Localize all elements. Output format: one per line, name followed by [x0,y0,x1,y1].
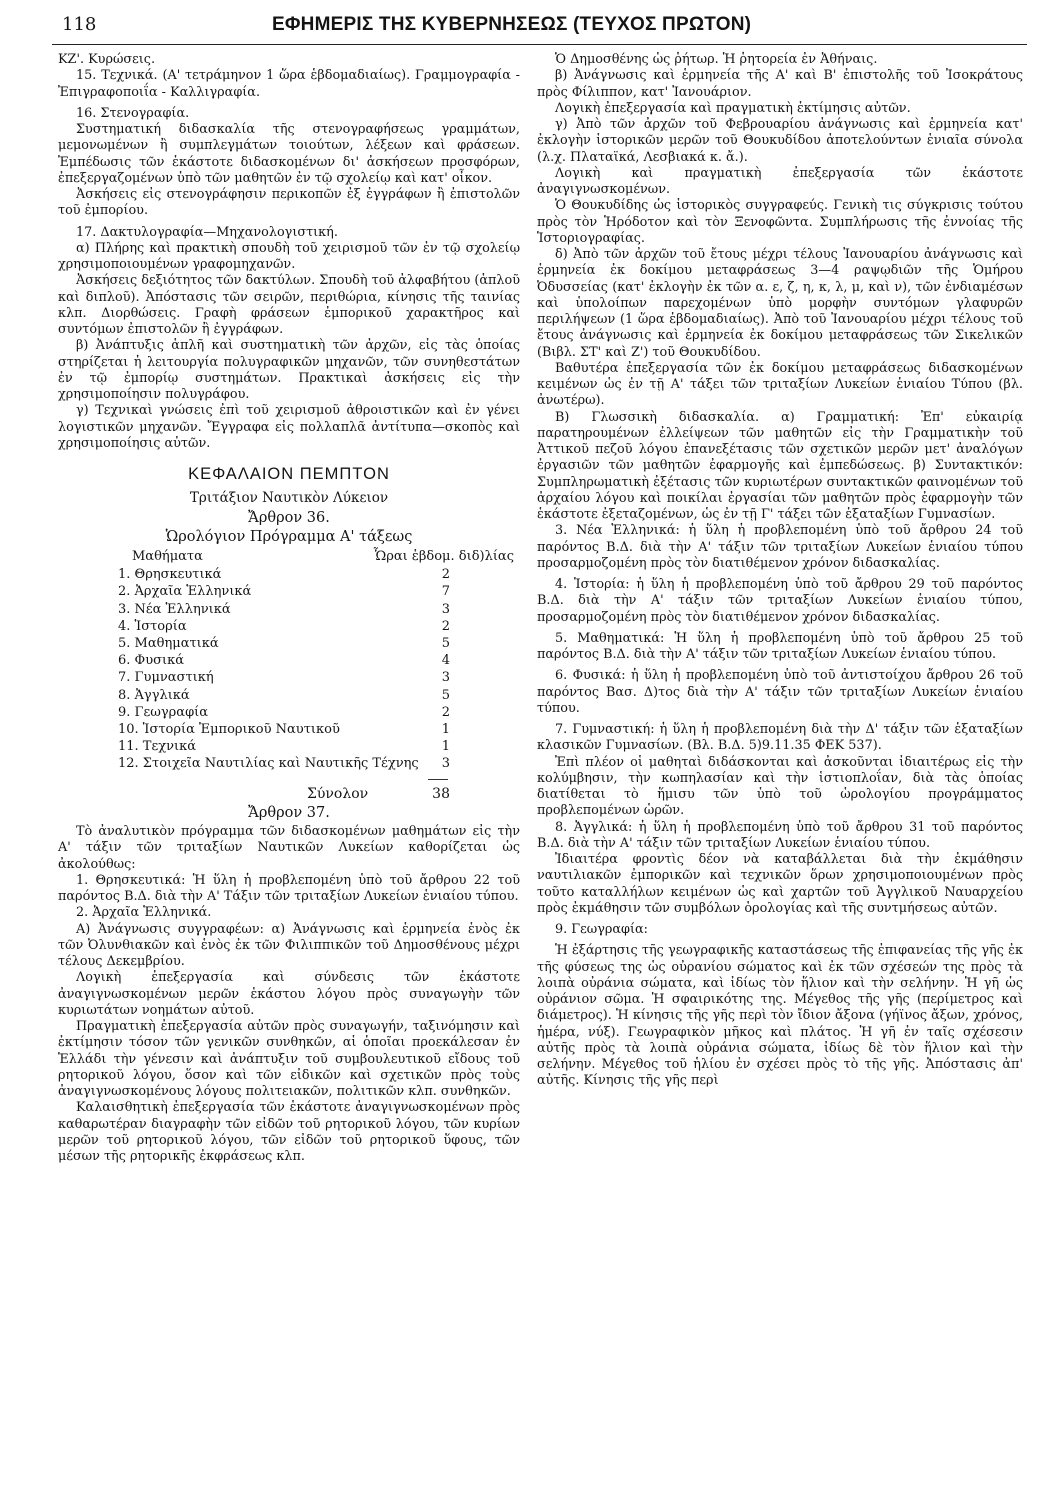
paragraph: 1. Θρησκευτικά: Ἡ ὕλη ἡ προβλεπομένη ὑπὸ τοῦ ἄρθρου 22 τοῦ παρόντος Β.Δ. διὰ τὴν Α' Τάξιν τῶν τριταξίων Λυκείων ἑνιαίου τύπου. [58,872,520,905]
table-total [58,786,520,802]
subject-name: 9. Γεωγραφία [118,704,209,720]
subject-name: 12. Στοιχεῖα Ναυτιλίας καὶ Ναυτικῆς Τέχνης [118,756,419,772]
paragraph: Πραγματικὴ ἐπεξεργασία αὐτῶν πρὸς συναγωγήν, ταξινόμησιν καὶ ἐκτίμησιν τόσον τῶν γενικῶν συνθηκῶν, αἱ ὁποῖαι προεκάλεσαν ἐν Ἑλλάδι τὴν γένεσιν καὶ ἀνάπτυξιν τοῦ συμβουλευτικοῦ εἴδους τοῦ ρητορικοῦ λόγου, ὅσον καὶ τῶν εἰδικῶν καὶ σχετικῶν πρὸς τοὺς ἀναγιγνωσκομένους λόγους πολιτειακῶν, πολιτικῶν κλπ. συνθηκῶν. [58,1019,520,1100]
subject-name: 1. Θρησκευτικά [118,567,222,583]
table-row [58,669,520,686]
subject-hours: 5 [441,636,450,652]
subject-hours: 7 [441,584,450,600]
page-header [62,10,1022,40]
hours-column-header: Ὧραι ἑβδομ. διδ)λίας [373,549,514,564]
paragraph: γ) Τεχνικαὶ γνώσεις ἐπὶ τοῦ χειρισμοῦ ἀθροιστικῶν καὶ ἐν γένει λογιστικῶν μηχανῶν. Ἔγγραφα εἰς πολλαπλᾶ ἀντίτυπα—σκοπὸς καὶ χρησιμοποίησις αὐτῶν. [58,403,520,451]
subject-hours: 5 [441,687,450,703]
paragraph: Ἐπὶ πλέον οἱ μαθηταὶ διδάσκονται καὶ ἀσκοῦνται ἰδιαιτέρως εἰς τὴν κολύμβησιν, τὴν κωπηλασίαν καὶ τὴν ἱστιοπλοΐαν, διὰ τὰς ὁποίας διατίθεται τὸ ἥμισυ τῶν ὑπὸ τοῦ ὡρολογίου προγράμματος προβλεπομένων ὡρῶν. [537,754,1023,819]
subject-hours: 1 [441,739,450,755]
chapter-heading: ΚΕΦΑΛΑΙΟΝ ΠΕΜΠΤΟΝ [188,465,390,483]
paragraph: α) Πλήρης καὶ πρακτικὴ σπουδὴ τοῦ χειρισμοῦ τῶν ἐν τῷ σχολείῳ χρησιμοποιουμένων γραφομηχανῶν. [58,240,520,272]
school-heading: Τριτάξιον Ναυτικὸν Λύκειον [189,490,389,507]
subject-name: 6. Φυσικά [118,653,184,669]
subject-hours: 1 [441,722,450,738]
paragraph: Ἀσκήσεις δεξιότητος τῶν δακτύλων. Σπουδὴ τοῦ ἀλφαβήτου (ἁπλοῦ καὶ διπλοῦ). Ἀπόστασις τῶν σειρῶν, περιθώρια, κίνησις τῆς ταινίας κλπ. Διορθώσεις. Γραφὴ φράσεων ἐμπορικοῦ χαρακτῆρος καὶ συντόμων ἐπιστολῶν ἢ ἐγγράφων. [58,273,520,337]
paragraph: Ἰδιαιτέρα φροντὶς δέον νὰ καταβάλλεται διὰ τὴν ἐκμάθησιν ναυτιλιακῶν ἐμπορικῶν καὶ τεχνικῶν ὅρων χρησιμοποιουμένων πρὸς τοῦτο καταλλήλων κειμένων ὡς καὶ χαρτῶν τοῦ Ἀγγλικοῦ Ναυαρχείου πρὸς ἐκμάθησιν τῶν συμβόλων ὁρολογίας καὶ τῆς συντμήσεως αὐτῶν. [537,852,1023,916]
subject-name: 8. Ἀγγλικά [118,687,190,703]
schedule-table [58,566,520,772]
subject-name: 10. Ἱστορία Ἐμπορικοῦ Ναυτικοῦ [118,722,340,738]
paragraph: 7. Γυμναστική: ἡ ὕλη ἡ προβλεπομένη διὰ τὴν Δ' τάξιν τῶν ἑξαταξίων κλασικῶν Γυμνασίων. (Βλ. Β.Δ. 5)9.11.35 ΦΕΚ 537). [537,722,1023,754]
subject-name: 11. Τεχνικά [118,739,196,755]
subject-name: 3. Νέα Ἑλληνικά [118,601,231,617]
paragraph: Βαθυτέρα ἐπεξεργασία τῶν ἐκ δοκίμου μεταφράσεως διδασκομένων κειμένων ὡς ἐν τῇ Α' τάξει τῶν τριταξίων Λυκείων ἑνιαίου Τύπου (βλ. ἀνωτέρω). [537,360,1023,409]
subject-name: 2. Ἀρχαῖα Ἑλληνικά [118,584,252,600]
paragraph: β) Ἀνάπτυξις ἁπλῆ καὶ συστηματικὴ τῶν ἀρχῶν, εἰς τὰς ὁποίας στηρίζεται ἡ λειτουργία πολυγραφικῶν μηχανῶν, τῶν συνηθεστάτων ἐν τῷ ἐμπορίῳ συστημάτων. Πρακτικαὶ ἀσκήσεις εἰς τὴν χρησιμοποίησιν πολυγράφου. [58,338,520,402]
page-number: 118 [62,14,97,35]
total-value: 38 [432,785,450,802]
subject-hours: 3 [441,601,450,617]
table-row [58,652,520,669]
paragraph: 4. Ἱστορία: ἡ ὕλη ἡ προβλεπομένη ὑπὸ τοῦ ἄρθρου 29 τοῦ παρόντος Β.Δ. διὰ τὴν Α' τάξιν τῶν τριταξίων Λυκείων ἑνιαίου τύπου, προσαρμοζομένη πρὸς τὸν διατιθέμενον χρόνον διδασκαλίας. [537,577,1023,625]
paragraph: Ἀσκήσεις εἰς στενογράφησιν περικοπῶν ἐξ ἐγγράφων ἢ ἐπιστολῶν τοῦ ἐμπορίου. [58,187,520,219]
schedule-title: Ὡρολόγιον Πρόγραμμα Α' τάξεως [165,528,413,545]
table-row [58,635,520,652]
subject-hours: 3 [441,756,450,772]
sum-rule [428,779,448,780]
subject-hours: 2 [441,618,450,634]
paragraph: 8. Ἀγγλικά: ἡ ὕλη ἡ προβλεπομένη ὑπὸ τοῦ ἄρθρου 31 τοῦ παρόντος Β.Δ. διὰ τὴν Α' τάξιν τῶν τριταξίων Λυκείων ἑνιαίου τύπου. [537,819,1023,851]
table-row [58,583,520,600]
section-heading: 2. Ἀρχαῖα Ἑλληνικά. [76,905,212,921]
paragraph: β) Ἀνάγνωσις καὶ ἑρμηνεία τῆς Α' καὶ Β' ἐπιστολῆς τοῦ Ἰσοκράτους πρὸς Φίλιππον, κατ' Ἰανουάριον. [537,68,1023,100]
section-heading: 17. Δακτυλογραφία—Μηχανολογιστική. [76,224,338,240]
paragraph: Ὁ Θουκυδίδης ὡς ἱστορικὸς συγγραφεύς. Γενικὴ τις σύγκρισις τούτου πρὸς τὸν Ἡρόδοτον καὶ τὸν Ξενοφῶντα. Συμπλήρωσις τῆς ἐννοίας τῆς Ἱστοριογραφίας. [537,198,1023,246]
subject-hours: 2 [441,567,450,583]
paragraph: 5. Μαθηματικά: Ἡ ὕλη ἡ προβλεπομένη ὑπὸ τοῦ ἄρθρου 25 τοῦ παρόντος Β.Δ. διὰ τὴν Α' τάξιν τῶν τριταξίων Λυκείων ἑνιαίου τύπου. [537,630,1023,662]
paragraph: Α) Ἀνάγνωσις συγγραφέων: α) Ἀνάγνωσις καὶ ἑρμηνεία ἑνὸς ἐκ τῶν Ὀλυνθιακῶν καὶ ἑνὸς ἐκ τῶν Φιλιππικῶν τοῦ Δημοσθένους μέχρι τέλους Δεκεμβρίου. [58,921,520,970]
subjects-column-header: Μαθήματα [132,549,203,564]
section-heading: 9. Γεωγραφία: [555,922,648,937]
paragraph: Συστηματική διδασκαλία τῆς στενογραφήσεως γραμμάτων, μεμονωμένων ἢ συμπλεγμάτων τοιούτων, λέξεων καὶ φράσεων. Ἐμπέδωσις τῶν ἑκάστοτε διδασκομένων δι' ἀσκήσεων προσφόρων, ἐπεξεργαζομένων ὑπὸ τῶν μαθητῶν ἐν τῷ σχολείῳ καὶ κατ' οἶκον. [58,122,520,186]
table-row [58,618,520,635]
paragraph: γ) Ἀπὸ τῶν ἀρχῶν τοῦ Φεβρουαρίου ἀνάγνωσις καὶ ἑρμηνεία κατ' ἐκλογὴν ἱστορικῶν μερῶν τοῦ Θουκυδίδου ἀποτελούντων ἑνιαῖα σύνολα (λ.χ. Πλαταϊκά, Λεσβιακά κ. ἄ.). [537,117,1023,165]
right-column [537,52,1023,1090]
paragraph: 15. Τεχνικά. (Α' τετράμηνον 1 ὥρα ἑβδομαδιαίως). Γραμμογραφία - Ἐπιγραφοποιΐα - Καλλιγραφία. [58,68,520,100]
gazette-title: ΕΦΗΜΕΡΙΣ ΤΗΣ ΚΥΒΕΡΝΗΣΕΩΣ (ΤΕΥΧΟΣ ΠΡΩΤΟΝ) [272,14,752,35]
paragraph: 3. Νέα Ἑλληνικά: ἡ ὕλη ἡ προβλεπομένη ὑπὸ τοῦ ἄρθρου 24 τοῦ παρόντος Β.Δ. διὰ τὴν Α' τάξιν τῶν τριταξίων Λυκείων ἑνιαίου τύπου προσαρμοζομένη πρὸς τὸν διατιθέμενον χρόνον διδασκαλίας. [537,523,1023,571]
paragraph: δ) Ἀπὸ τῶν ἀρχῶν τοῦ ἔτους μέχρι τέλους Ἰανουαρίου ἀνάγνωσις καὶ ἑρμηνεία ἐκ δοκίμου μεταφράσεως 3—4 ραψῳδιῶν τῆς Ὁμήρου Ὀδυσσείας (κατ' ἐκλογὴν ἐκ τῶν α. ε, ζ, η, κ, λ, μ, καὶ ν), τῶν ἐνδιαμέσων καὶ ὑπολοίπων παρεχομένων ὑπὸ μορφὴν συντόμων γλαφυρῶν περιλήψεων (1 ὥρα ἑβδομαδιαίως). Ἀπὸ τοῦ Ἰανουαρίου μέχρι τέλους τοῦ ἔτους ἀνάγνωσις καὶ ἑρμηνεία ἐκ δοκίμου μεταφράσεως τῶν Σικελικῶν (Βιβλ. ΣΤ' καὶ Ζ') τοῦ Θουκυδίδου. [537,247,1023,360]
section-heading: 16. Στενογραφία. [76,105,190,121]
subject-hours: 2 [441,704,450,720]
paragraph: Ἡ ἐξάρτησις τῆς γεωγραφικῆς καταστάσεως τῆς ἐπιφανείας τῆς γῆς ἐκ τῆς φύσεως της ὡς οὐρανίου σώματος καὶ ἐκ τῶν σχέσεών της πρὸς τὰ λοιπὰ οὐράνια σώματα, καὶ ἰδίως τὸν ἥλιον καὶ τὴν σελήνην. Ἡ γῆ ὡς οὐράνιον σῶμα. Ἡ σφαιρικότης της. Μέγεθος τῆς γῆς (περίμετρος καὶ διάμετρος). Ἡ κίνησις τῆς γῆς περὶ τὸν ἴδιον ἄξονα (γήϊνος ἄξων, χρόνος, ἡμέρα, νύξ). Γεωγραφικὸν μῆκος καὶ πλάτος. Ἡ γῆ ἐν ταῖς σχέσεσιν αὐτῆς πρὸς τὰ λοιπὰ οὐράνια σώματα, ἰδίως δὲ τὸν ἥλιον καὶ τὴν σελήνην. Μέγεθος τοῦ ἡλίου ἐν σχέσει πρὸς τὸ τῆς γῆς. Ἀπόστασις ἀπ' αὐτῆς. Κίνησις τῆς γῆς περὶ [537,943,1023,1089]
schedule-table-header [58,549,520,565]
paragraph: Καλαισθητικὴ ἐπεξεργασία τῶν ἑκάστοτε ἀναγιγνωσκομένων πρὸς καθαρωτέραν διαγραφὴν τῶν εἰδῶν τοῦ ρητορικοῦ λόγου, τῶν κυρίων μερῶν τοῦ ρητορικοῦ λόγου, τῶν εἰδῶν τοῦ ρητορικοῦ ὕφους, τῶν μέσων τῆς ρητορικῆς ἐκφράσεως κλπ. [58,1100,520,1165]
header-rule [52,44,1027,45]
paragraph: Λογικὴ καὶ πραγματικὴ ἐπεξεργασία τῶν ἑκάστοτε ἀναγιγνωσκομένων. [537,165,1023,197]
paragraph: 6. Φυσικά: ἡ ὕλη ἡ προβλεπομένη ὑπὸ τοῦ ἀντιστοίχου ἄρθρου 26 τοῦ παρόντος Βασ. Δ)τος διὰ τὴν Α' τάξιν τῶν τριταξίων Λυκείων ἑνιαίου τύπου. [537,668,1023,716]
paragraph: Λογικὴ ἐπεξεργασία καὶ σύνδεσις τῶν ἑκάστοτε ἀναγιγνωσκομένων μερῶν ἑκάστου λόγου πρὸς συναγωγὴν τῶν κυριωτάτων νοημάτων αὐτοῦ. [58,970,520,1018]
table-row [58,687,520,704]
paragraph: Β) Γλωσσικὴ διδασκαλία. α) Γραμματική: Ἐπ' εὐκαιρίᾳ παρατηρουμένων ἐλλείψεων τῶν μαθητῶν εἰς τὴν Γραμματικὴν τοῦ Ἀττικοῦ πεζοῦ λόγου ἐπανεξέτασις τῶν σχετικῶν μερῶν μετ' ἀναλόγων ἐργασιῶν τῶν μαθητῶν ἐφαρμογῆς καὶ ἐμπεδώσεως. β) Συντακτικόν: Συμπληρωματικὴ ἐξέτασις τῶν κυριωτέρων συντακτικῶν φαινομένων τοῦ ἀρχαίου λόγου καὶ ποικίλαι ἐργασίαι τῶν μαθητῶν πρὸς ἐφαρμογὴν τῶν ἑκάστοτε ἐξεταζομένων, ὡς ἐν τῇ Γ' τάξει τῶν ἑξαταξίων Γυμνασίων. [537,409,1023,522]
subject-name: 4. Ἱστορία [118,618,187,634]
table-row [58,566,520,583]
total-label: Σύνολον [307,785,369,802]
table-row [58,738,520,755]
table-row [58,721,520,738]
subject-hours: 3 [441,670,450,686]
subject-hours: 4 [441,653,450,669]
table-row [58,755,520,772]
article-heading: Ἄρθρον 37. [248,804,330,821]
article-heading: Ἄρθρον 36. [248,509,330,526]
table-row [58,601,520,618]
paragraph: ΚΖ'. Κυρώσεις. [58,52,156,67]
paragraph: Τὸ ἀναλυτικὸν πρόγραμμα τῶν διδασκομένων μαθημάτων εἰς τὴν Α' τάξιν τῶν τριταξίων Ναυτικῶν Λυκείων καθορίζεται ὡς ἀκολούθως: [58,824,520,872]
paragraph: Λογικὴ ἐπεξεργασία καὶ πραγματικὴ ἐκτίμησις αὐτῶν. [555,100,911,116]
table-row [58,704,520,721]
subject-name: 7. Γυμναστική [118,670,214,686]
paragraph: Ὁ Δημοσθένης ὡς ῥήτωρ. Ἡ ῥητορεία ἐν Ἀθήναις. [555,52,878,67]
left-column [58,52,520,1165]
subject-name: 5. Μαθηματικά [118,636,219,652]
